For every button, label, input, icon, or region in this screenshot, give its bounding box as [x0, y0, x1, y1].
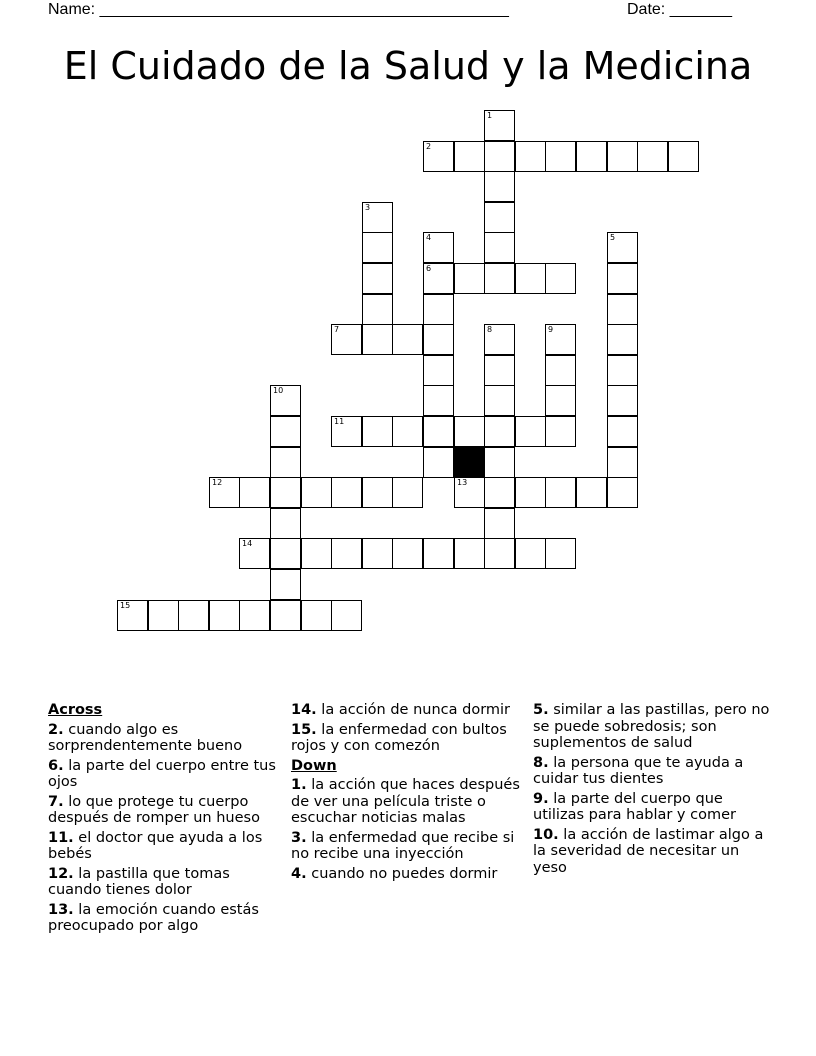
clue-down-8: 8. la persona que te ayuda a cuidar tus dientes: [533, 754, 744, 787]
crossword-cell[interactable]: [576, 141, 607, 172]
crossword-cell[interactable]: [484, 324, 515, 355]
crossword-cell[interactable]: [545, 263, 576, 294]
crossword-cell[interactable]: [392, 538, 423, 569]
crossword-cell[interactable]: [515, 263, 546, 294]
crossword-cell[interactable]: [607, 416, 638, 447]
clues-column-3: [533, 702, 773, 879]
crossword-cell[interactable]: [484, 232, 515, 263]
crossword-cell[interactable]: [454, 416, 485, 447]
crossword-cell[interactable]: [607, 141, 638, 172]
crossword-cell[interactable]: [331, 477, 362, 508]
crossword-cell[interactable]: [423, 263, 454, 294]
crossword-cell[interactable]: [423, 416, 454, 447]
crossword-cell[interactable]: [454, 263, 485, 294]
crossword-cell[interactable]: [607, 324, 638, 355]
clue-down-9: 9. la parte del cuerpo que utilizas para hablar y comer: [533, 790, 736, 823]
crossword-cell[interactable]: [484, 263, 515, 294]
crossword-cell[interactable]: [484, 416, 515, 447]
clue-number: 11: [334, 417, 345, 426]
crossword-cell[interactable]: [209, 477, 240, 508]
clue-across-14: 14. la acción de nunca dormir: [291, 702, 511, 718]
crossword-cell[interactable]: [301, 600, 332, 631]
crossword-cell[interactable]: [484, 141, 515, 172]
crossword-cell[interactable]: [607, 232, 638, 263]
clue-across-11: 11. el doctor que ayuda a los bebés: [48, 829, 263, 862]
crossword-cell[interactable]: [270, 600, 301, 631]
crossword-cell[interactable]: [545, 477, 576, 508]
crossword-cell[interactable]: [362, 202, 393, 233]
crossword-cell[interactable]: [484, 508, 515, 539]
crossword-cell[interactable]: [148, 600, 179, 631]
crossword-cell[interactable]: [484, 477, 515, 508]
name-line: Name: ______________________________________________: [48, 1, 509, 18]
crossword-cell[interactable]: [178, 600, 209, 631]
crossword-cell[interactable]: [484, 110, 515, 141]
clue-number: 12: [212, 478, 223, 487]
crossword-cell[interactable]: [637, 141, 668, 172]
crossword-cell[interactable]: [331, 600, 362, 631]
crossword-cell[interactable]: [484, 171, 515, 202]
clue-down-1: 1. la acción que haces después de ver una película triste o escuchar noticias malas: [291, 777, 520, 826]
crossword-cell[interactable]: [423, 324, 454, 355]
crossword-cell[interactable]: [239, 600, 270, 631]
crossword-cell[interactable]: [607, 447, 638, 478]
crossword-cell[interactable]: [392, 477, 423, 508]
crossword-cell[interactable]: [362, 263, 393, 294]
crossword-cell[interactable]: [270, 447, 301, 478]
clue-number: 9: [548, 325, 554, 334]
clue-number: 13: [457, 478, 468, 487]
clue-number: 1: [487, 111, 493, 120]
puzzle-title: El Cuidado de la Salud y la Medicina: [63, 44, 753, 88]
crossword-cell[interactable]: [392, 324, 423, 355]
crossword-cell[interactable]: [545, 141, 576, 172]
crossword-cell[interactable]: [515, 141, 546, 172]
crossword-cell[interactable]: [362, 324, 393, 355]
crossword-cell[interactable]: [362, 416, 393, 447]
crossword-cell[interactable]: [331, 538, 362, 569]
crossword-cell[interactable]: [117, 600, 148, 631]
crossword-cell[interactable]: [270, 385, 301, 416]
crossword-cell[interactable]: [270, 538, 301, 569]
clue-number: 14: [242, 539, 253, 548]
clues-column-2: [291, 702, 523, 885]
crossword-cell[interactable]: [331, 416, 362, 447]
clue-across-7: 7. lo que protege tu cuerpo después de romper un hueso: [48, 793, 260, 826]
crossword-cell[interactable]: [515, 416, 546, 447]
crossword-cell[interactable]: [484, 202, 515, 233]
clue-number: 10: [273, 386, 284, 395]
clue-across-15: 15. la enfermedad con bultos rojos y con comezón: [291, 721, 507, 754]
crossword-cell[interactable]: [607, 477, 638, 508]
crossword-cell[interactable]: [270, 416, 301, 447]
crossword-cell[interactable]: [392, 416, 423, 447]
clue-down-5: 5. similar a las pastillas, pero no se puede sobredosis; son suplementos de salud: [533, 702, 770, 751]
clue-number: 15: [120, 601, 131, 610]
black-cell: [454, 447, 485, 478]
crossword-cell[interactable]: [301, 477, 332, 508]
crossword-cell[interactable]: [454, 538, 485, 569]
clue-number: 5: [610, 233, 616, 242]
clue-down-3: 3. la enfermedad que recibe si no recibe una inyección: [291, 829, 515, 862]
clue-across-12: 12. la pastilla que tomas cuando tienes dolor: [48, 865, 230, 898]
crossword-cell[interactable]: [454, 477, 485, 508]
crossword-cell[interactable]: [362, 538, 393, 569]
crossword-cell[interactable]: [515, 538, 546, 569]
crossword-cell[interactable]: [239, 538, 270, 569]
crossword-cell[interactable]: [270, 508, 301, 539]
crossword-cell[interactable]: [545, 416, 576, 447]
crossword-cell[interactable]: [484, 355, 515, 386]
crossword-cell[interactable]: [331, 324, 362, 355]
across-heading: Across: [48, 702, 103, 718]
crossword-cell[interactable]: [423, 355, 454, 386]
crossword-cell[interactable]: [362, 477, 393, 508]
clue-across-2: 2. cuando algo es sorprendentemente bueno: [48, 721, 243, 754]
crossword-cell[interactable]: [515, 477, 546, 508]
crossword-cell[interactable]: [545, 385, 576, 416]
clue-number: 6: [426, 264, 432, 273]
clue-number: 4: [426, 233, 432, 242]
clues-column-1: [48, 702, 280, 938]
clue-down-10: 10. la acción de lastimar algo a la severidad de necesitar un yeso: [533, 826, 764, 876]
crossword-cell[interactable]: [270, 477, 301, 508]
crossword-cell[interactable]: [362, 232, 393, 263]
crossword-cell[interactable]: [545, 538, 576, 569]
crossword-cell[interactable]: [545, 355, 576, 386]
crossword-cell[interactable]: [423, 447, 454, 478]
crossword-cell[interactable]: [484, 447, 515, 478]
clue-down-4: 4. cuando no puedes dormir: [291, 865, 498, 882]
date-line: Date: _______: [627, 1, 732, 18]
crossword-cell[interactable]: [607, 294, 638, 325]
crossword-cell[interactable]: [301, 538, 332, 569]
clue-across-13: 13. la emoción cuando estás preocupado por algo: [48, 901, 259, 934]
crossword-cell[interactable]: [423, 232, 454, 263]
crossword-cell[interactable]: [362, 294, 393, 325]
crossword-cell[interactable]: [423, 385, 454, 416]
crossword-cell[interactable]: [607, 385, 638, 416]
crossword-cell[interactable]: [209, 600, 240, 631]
crossword-cell[interactable]: [484, 385, 515, 416]
crossword-cell[interactable]: [484, 538, 515, 569]
clue-number: 8: [487, 325, 493, 334]
crossword-cell[interactable]: [545, 324, 576, 355]
crossword-cell[interactable]: [270, 569, 301, 600]
crossword-cell[interactable]: [423, 294, 454, 325]
clue-number: 7: [334, 325, 340, 334]
clue-across-6: 6. la parte del cuerpo entre tus ojos: [48, 757, 276, 790]
down-heading: Down: [291, 757, 337, 774]
crossword-cell[interactable]: [454, 141, 485, 172]
crossword-cell[interactable]: [607, 263, 638, 294]
clue-number: 2: [426, 142, 432, 151]
crossword-cell[interactable]: [668, 141, 699, 172]
crossword-cell[interactable]: [239, 477, 270, 508]
crossword-cell[interactable]: [576, 477, 607, 508]
crossword-cell[interactable]: [423, 538, 454, 569]
crossword-cell[interactable]: [423, 141, 454, 172]
crossword-cell[interactable]: [607, 355, 638, 386]
clue-number: 3: [365, 203, 371, 212]
